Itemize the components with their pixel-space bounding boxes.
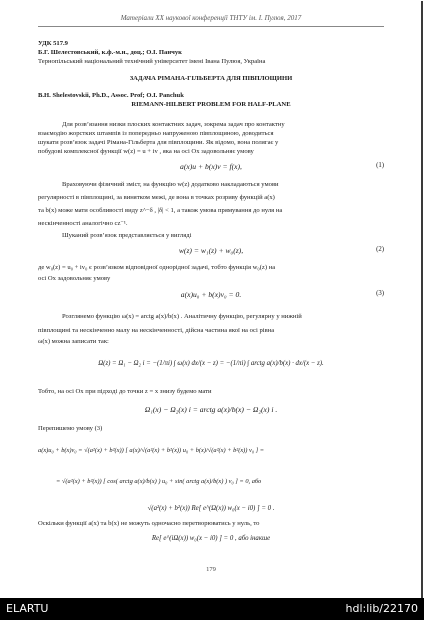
equation-1-number: (1) — [376, 162, 384, 169]
equation-6a: a(x)u₀ + b(x)v₀ = √(a²(x) + b²(x)) [ a(x)/√(a²(x) + b²(x)) u₀ + b(x)/√(a²(x) + b²(x)) v₀ ] = — [38, 447, 265, 454]
equation-5: Ω₁(x) − Ω₂(x) i = arctg a(x)/b(x) − Ω₂(x) i . — [144, 405, 278, 414]
equation-6b: = √(a²(x) + b²(x)) [ cos( arctg a(x)/b(x) ) u₀ + sin( arctg a(x)/b(x) ) v₀ ] = 0, або — [56, 478, 262, 485]
udk-code: УДК 517.9 — [38, 40, 68, 47]
para8: Оскільки функції a(x) та b(x) не можуть одночасно перетворюватись у нуль, то — [38, 520, 260, 527]
equation-2-number: (2) — [376, 246, 384, 253]
title-ua: ЗАДАЧА РІМАНА-ГІЛЬБЕРТА ДЛЯ ПІВПЛОЩИНИ — [129, 75, 293, 82]
footer-handle[interactable]: hdl:lib/22170 — [345, 602, 418, 615]
para5-line: ω(x) можна записати так: — [38, 338, 109, 345]
equation-3-text: a(x)u₀ + b(x)v₀ = 0. — [180, 290, 242, 299]
authors-ua: Б.Г. Шелестовський, к.ф.-м.н., доц.; О.І. Панчук — [38, 49, 182, 56]
equation-3-number: (3) — [376, 290, 384, 297]
para2-line: нескінченності аналогічно cz⁻¹. — [38, 220, 128, 227]
running-header: Матеріали XX наукової конференції ТНТУ ім. І. Пулюя, 2017 — [120, 14, 302, 22]
equation-1-text: a(x)u + b(x)v = f(x), — [180, 162, 242, 171]
equation-1 — [38, 162, 384, 171]
para5-line: Розглянемо функцію ω(x) = arctg a(x)/b(x) . Аналітичну функцію, регулярну у нижній — [62, 313, 302, 320]
para1-line: взаємодію жорстких штампів із попередньо напруженою півплощиною, доводиться — [38, 130, 274, 137]
page-number: 179 — [206, 566, 216, 573]
para7: Перепишемо умову (3) — [38, 425, 103, 432]
header-rule — [38, 26, 384, 27]
authors-en: B.H. Shelestovskii, Ph.D., Assoc. Prof; O.I. Panchuk — [38, 92, 184, 99]
footer-repository-name: ELARTU — [6, 602, 49, 615]
para6: Тобто, на осі Ox при підході до точки z = x знизу будемо мати — [38, 388, 212, 395]
affiliation: Тернопільський національний технічний університет імені Івана Пулюя, Україна — [38, 58, 266, 65]
para4-line: де w₀(z) = u₀ + iv₀ є розв’язком відповідної однорідної задачі, тобто функція w₀(z) на — [38, 264, 276, 271]
para2-line: Враховуючи фізичний зміст, на функцію w(z) додатково накладаються умови — [62, 181, 279, 188]
para5-line: півплощині та нескінченно малу на нескінченності, дійсна частина якої на осі рівна — [38, 327, 275, 334]
para1-line: побудові комплексної функції w(z) = u + iv , яка на осі Ox задовольняє умову — [38, 148, 254, 155]
equation-4: Ω(z) = Ω₁ − Ω₂ i = −(1/πi) ∫ ω(x) dx/(x − z) = −(1/πi) ∫ arctg a(x)/b(x) · dx/(x − z). — [98, 360, 324, 367]
equation-7: Re[ e^(iΩ(x)) w₀(x − i0) ] = 0 , або інакше — [151, 535, 271, 542]
equation-2-text: w(z) = w₁(z) + w₀(z), — [178, 246, 244, 255]
para3: Шуканий розв’язок представляється у вигляді — [62, 232, 192, 239]
title-en: RIEMANN-HILBERT PROBLEM FOR HALF-PLANE — [131, 101, 291, 108]
para4-line: осі Ox задовольняє умову — [38, 275, 111, 282]
para2-line: та b(x) може мати особливості виду z^−δ , |δ| < 1, а також умова прямування до нуля на — [38, 207, 283, 214]
equation-3 — [38, 290, 384, 299]
repository-footer — [0, 598, 424, 620]
equation-6c: √(a²(x) + b²(x)) Re[ e^(Ω(x)) w₀(x − i0) ] = 0 . — [147, 505, 275, 512]
para2-line: регулярності в півплощині, за винятком межі, де вона в точках розриву функцій a(x) — [38, 194, 275, 201]
para1-line: Для розв’язання низки плоских контактних задач, зокрема задач про контактну — [62, 121, 285, 128]
para1-line: шукати розв’язок задачі Рімана-Гільберта для півплощини. Як відомо, вона полягає у — [38, 139, 279, 146]
equation-2 — [38, 246, 384, 255]
